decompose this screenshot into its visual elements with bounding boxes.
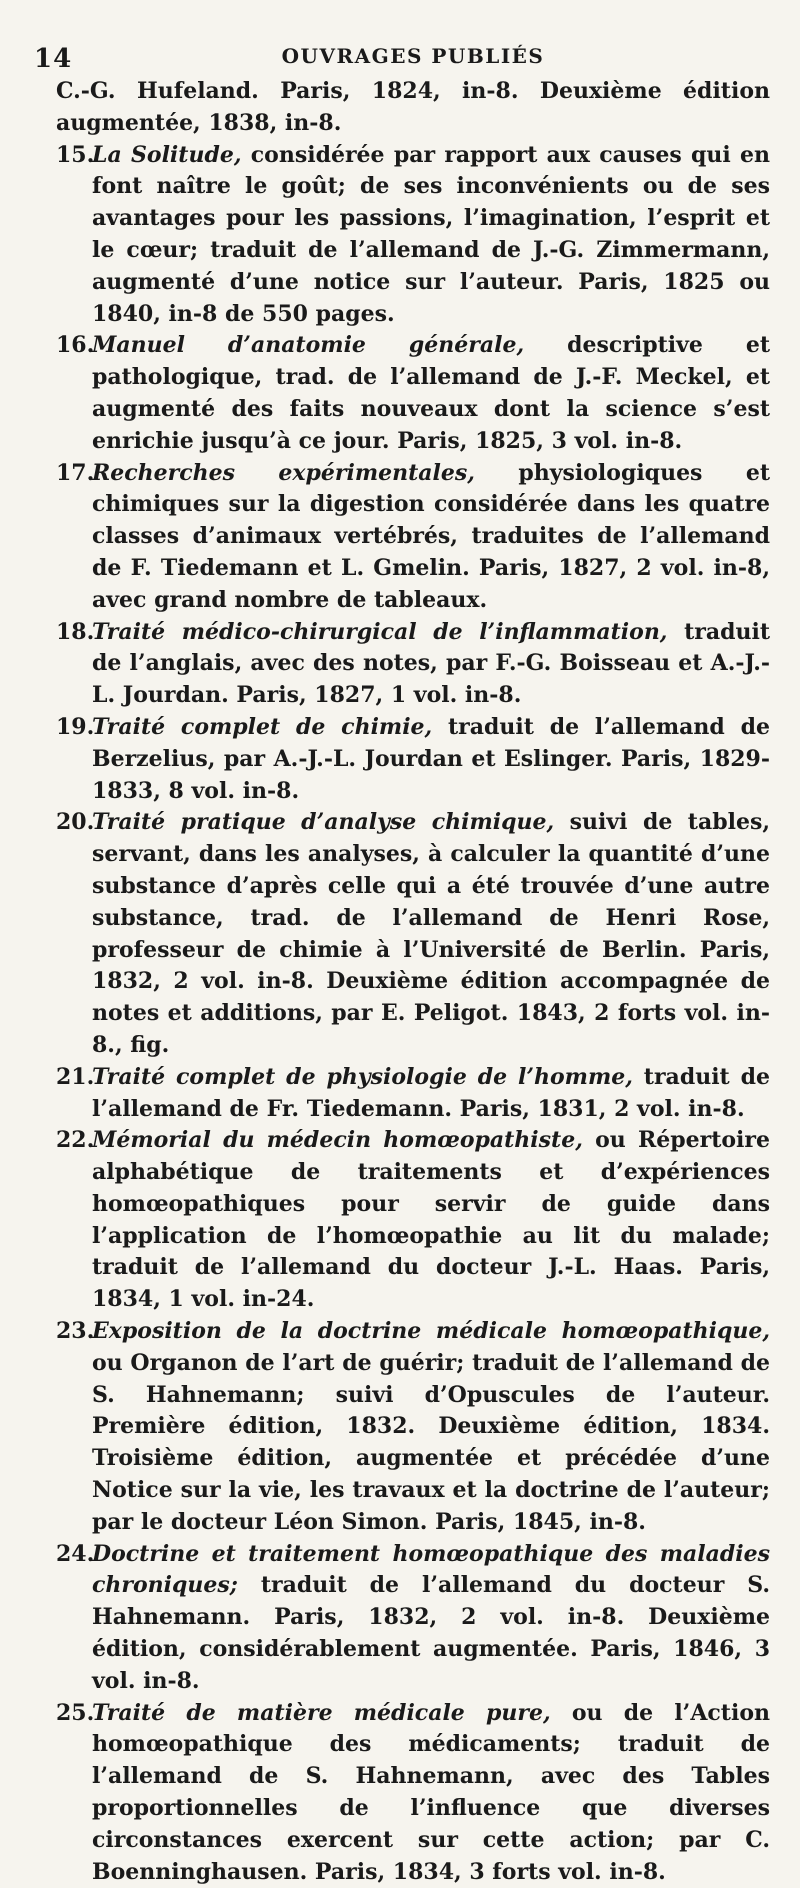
entry-text: traduit de l’allemand de Berzelius, par A.-J.-L. Jourdan et Eslinger. Paris, 1829-1833, 8 vol. in-8. <box>92 713 770 804</box>
page-number: 14 <box>34 44 73 74</box>
bibliography-list <box>56 76 770 1888</box>
entry-text: considérée par rapport aux causes qui en font naître le goût; de ses inconvénients ou de ses avantages pour les passions, l’imagination, l’esprit et le cœur; traduit de l’allemand de J.-G. Zimmermann, augmenté d’une notice sur l’auteur. Paris, 1825 ou 1840, in-8 de 550 pages. <box>92 141 770 327</box>
entry-title: Recherches expérimentales, <box>92 459 475 486</box>
entry-title: Doctrine et traitement homœopathique des maladies chroniques; <box>92 1540 770 1599</box>
list-item <box>56 76 770 140</box>
entry-number: 15. <box>56 141 95 168</box>
list-item <box>56 1539 770 1698</box>
list-item <box>56 458 770 617</box>
list-item <box>56 617 770 712</box>
list-item <box>56 330 770 457</box>
entry-text: physiologiques et chimiques sur la digestion considérée dans les quatre classes d’animaux vertébrés, traduites de l’allemand de F. Tiedemann et L. Gmelin. Paris, 1827, 2 vol. in-8, avec grand nombre de tableaux. <box>92 459 770 613</box>
entry-title: Traité pratique d’analyse chimique, <box>92 809 555 836</box>
list-item <box>56 140 770 331</box>
entry-text: suivi de tables, servant, dans les analyses, à calculer la quantité d’une substance d’après celle qui a été trouvée d’une autre substance, trad. de l’allemand de Henri Rose, professeur de chimie à l’Université de Berlin. Paris, 1832, 2 vol. in-8. Deuxième édition accompagnée de notes et additions, par E. Peligot. 1843, 2 forts vol. in-8., fig. <box>92 809 770 1058</box>
list-item <box>56 1125 770 1316</box>
entry-text: descriptive et pathologique, trad. de l’allemand de J.-F. Meckel, et augmenté des faits nouveaux dont la science s’est enrichie jusqu’à ce jour. Paris, 1825, 3 vol. in-8. <box>92 332 770 454</box>
entry-title: Traité complet de chimie, <box>92 713 433 740</box>
list-item <box>56 712 770 807</box>
entry-text: ou Répertoire alphabétique de traitements et d’expériences homœopathiques pour servir de guide dans l’application de l’homœopathie au lit du malade; traduit de l’allemand du docteur J.-L. Haas. Paris, 1834, 1 vol. in-24. <box>92 1127 770 1313</box>
page-header <box>34 34 770 76</box>
entry-number: 25. <box>56 1699 95 1726</box>
entry-title: Traité complet de physiologie de l’homme, <box>92 1063 633 1090</box>
entry-number: 19. <box>56 713 95 740</box>
entry-number: 23. <box>56 1318 95 1345</box>
entry-text: ou de l’Action homœopathique des médicaments; traduit de l’allemand de S. Hahnemann, avec des Tables proportionnelles de l’influence que diverses circonstances exercent sur cette action; par C. Boenninghausen. Paris, 1834, 3 forts vol. in-8. <box>92 1699 770 1885</box>
entry-number: 22. <box>56 1127 95 1154</box>
entry-text: C.-G. Hufeland. Paris, 1824, in-8. Deuxième édition augmentée, 1838, in-8. <box>56 78 770 136</box>
running-head: OUVRAGES PUBLIÉS <box>281 44 545 68</box>
list-item <box>56 1698 770 1888</box>
list-item <box>56 1062 770 1126</box>
entry-text: traduit de l’allemand du docteur S. Hahnemann. Paris, 1832, 2 vol. in-8. Deuxième édition, considérablement augmentée. Paris, 1846, 3 vol. in-8. <box>92 1572 770 1694</box>
entry-title: Traité de matière médicale pure, <box>92 1699 551 1726</box>
entry-text: ou Organon de l’art de guérir; traduit de l’allemand de S. Hahnemann; suivi d’Opuscules de l’auteur. Première édition, 1832. Deuxième édition, 1834. Troisième édition, augmentée et précédée d’une Notice sur la vie, les travaux et la doctrine de l’auteur; par le docteur Léon Simon. Paris, 1845, in-8. <box>92 1349 770 1535</box>
entry-title: La Solitude, <box>92 141 242 168</box>
list-item <box>56 1316 770 1539</box>
entry-number: 16. <box>56 332 95 359</box>
entry-number: 21. <box>56 1063 95 1090</box>
entry-title: Mémorial du médecin homœopathiste, <box>92 1127 583 1154</box>
entry-number: 17. <box>56 459 95 486</box>
entry-text: traduit de l’anglais, avec des notes, par F.-G. Boisseau et A.-J.-L. Jourdan. Paris, 1827, 1 vol. in-8. <box>92 618 770 709</box>
entry-title: Exposition de la doctrine médicale homœopathique, <box>92 1318 770 1345</box>
entry-title: Manuel d’anatomie générale, <box>92 332 525 359</box>
list-item <box>56 807 770 1061</box>
entry-number: 18. <box>56 618 95 645</box>
entry-title: Traité médico-chirurgical de l’inflammation, <box>92 618 668 645</box>
entry-text: traduit de l’allemand de Fr. Tiedemann. Paris, 1831, 2 vol. in-8. <box>92 1063 770 1122</box>
entry-number: 20. <box>56 809 95 836</box>
entry-number: 24. <box>56 1540 95 1567</box>
